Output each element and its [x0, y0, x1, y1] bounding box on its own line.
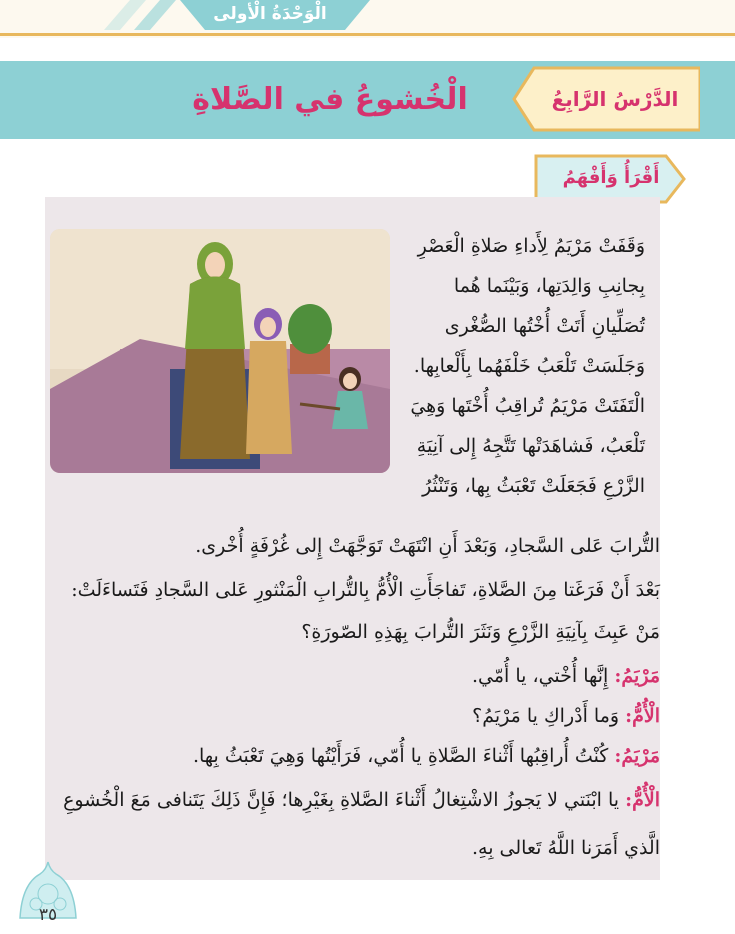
paragraph-line: بِجانِبِ وَالِدَتِها، وَبَيْنَما هُما — [453, 275, 645, 297]
paragraph-line: وَقَفَتْ مَرْيَمُ لِأَداءِ صَلاةِ الْعَصْرِ — [417, 235, 645, 257]
dialogue-line — [55, 736, 660, 776]
closing-line: الَّذي أَمَرَنا اللَّهُ تَعالى بِهِ. — [471, 837, 660, 859]
lesson-title: الْخُشوعُ في الصَّلاةِ — [192, 82, 468, 117]
speaker-label: مَرْيَمُ: — [614, 745, 660, 767]
paragraph-line: الزَّرْعِ فَجَعَلَتْ تَعْبَثُ بِها، وَتَنْثُرُ — [422, 475, 645, 497]
paragraph-line: التُّرابَ عَلى السَّجادِ، وَبَعْدَ أَنِ انْتَهَتْ تَوَجَّهَتْ إِلى غُرْفَةٍ أُخْرى. — [195, 535, 660, 557]
speaker-label: الْأُمُّ: — [625, 789, 660, 811]
paragraph-line: وَجَلَسَتْ تَلْعَبُ خَلْفَهُما بِأَلْعابِها. — [413, 355, 645, 377]
lesson-number-label: الدَّرْسُ الرَّابِعُ — [551, 87, 679, 111]
dialogue-line — [55, 656, 660, 696]
speaker-label: مَرْيَمُ: — [614, 665, 660, 687]
paragraph-line: تُصَلِّيانِ أَتَتْ أُخْتُها الصُّغْرى — [444, 315, 645, 337]
speaker-label: الْأُمُّ: — [625, 705, 660, 727]
dialogue-line — [55, 696, 660, 736]
dialogue-text: كُنْتُ أُراقِبُها أَثْناءَ الصَّلاةِ يا أُمّي، فَرَأَيْتُها وَهِيَ تَعْبَثُ بِها. — [192, 745, 615, 767]
paragraph-line: مَنْ عَبِثَ بِآنِيَةِ الزَّرْعِ وَنَثَرَ التُّرابَ بِهَذِهِ الصّورَةِ؟ — [301, 621, 660, 643]
unit-header-band — [0, 0, 735, 32]
dialogue-text: إِنَّها أُخْتي، يا أُمّي. — [471, 665, 615, 687]
dialogue-text: وَما أَدْراكِ يا مَرْيَمُ؟ — [472, 705, 626, 727]
gold-divider — [0, 33, 735, 36]
paragraph-line: بَعْدَ أَنْ فَرَغَتا مِنَ الصَّلاةِ، تَفاجَأَتِ الْأُمُّ بِالتُّرابِ الْمَنْثورِ عَلى السَّجادِ فَتَساءَلَتْ: — [71, 579, 660, 601]
unit-title: الْوَحْدَةُ الْأولى — [213, 4, 327, 24]
page-number: ٣٥ — [38, 905, 58, 925]
dialogue-line — [55, 780, 660, 820]
prayer-illustration — [50, 229, 390, 473]
paragraph-line: الْتَفَتَتْ مَرْيَمُ تُراقِبُ أُخْتَها وَهِيَ — [410, 395, 645, 417]
paragraph-line: تَلْعَبُ، فَشاهَدَتْها تَتَّجِهُ إِلى آنِيَةِ — [416, 435, 645, 457]
section-title: أَقْرَأُ وَأَفْهَمُ — [562, 167, 660, 188]
dialogue-text: يا ابْنَتي لا يَجوزُ الاشْتِغالُ أَثْناءَ الصَّلاةِ بِغَيْرِها؛ فَإِنَّ ذَلِكَ يَتَنافى مَعَ الْخُشوعِ — [63, 789, 626, 811]
